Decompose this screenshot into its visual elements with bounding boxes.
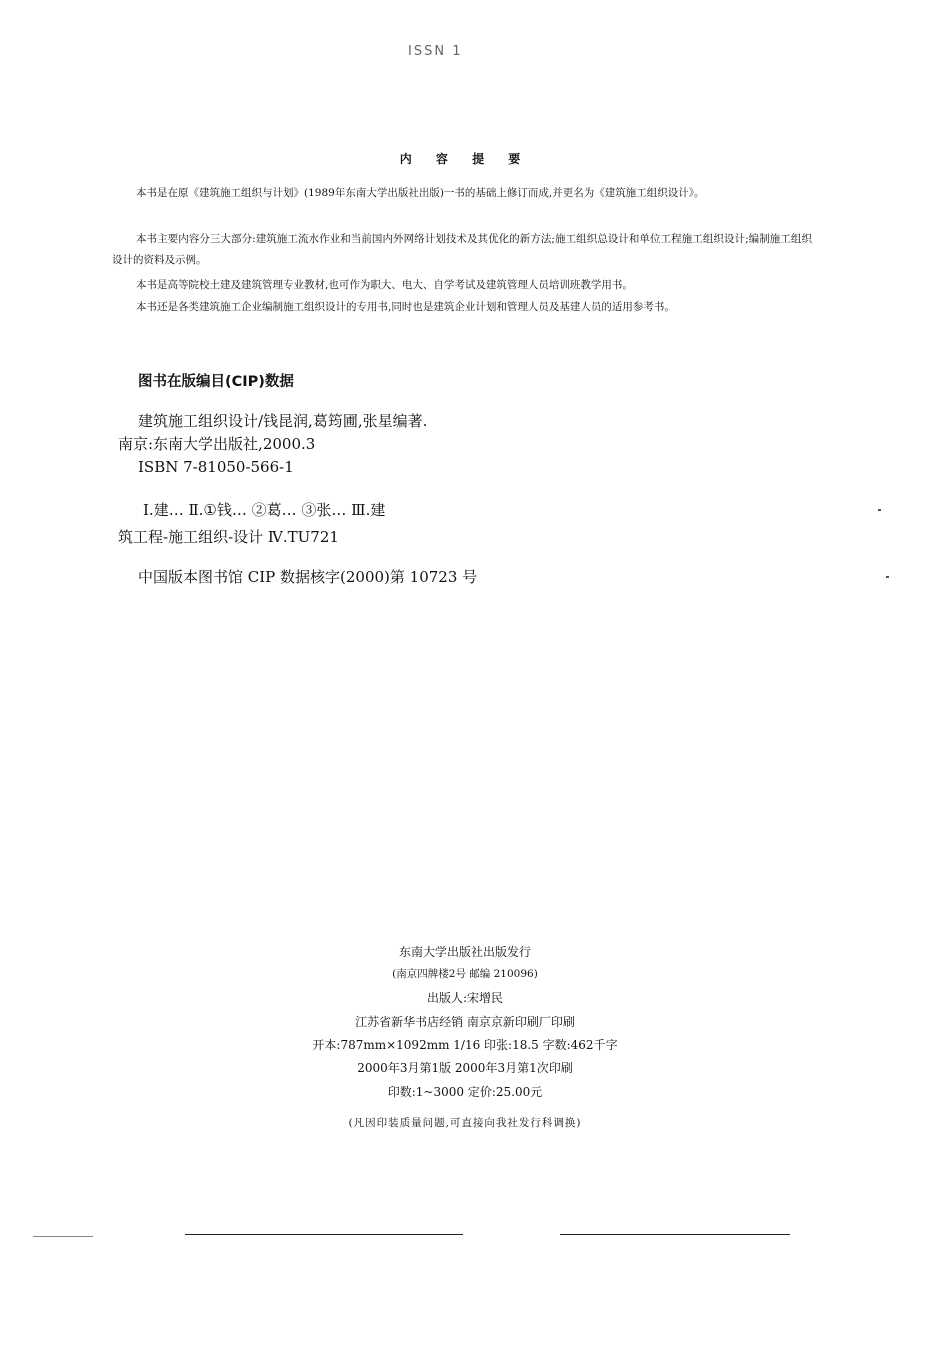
scan-speck [886,576,889,578]
cip-title: 图书在版编目(CIP)数据 [138,374,294,390]
cip-publisher-line: 南京:东南大学出版社,2000.3 [118,435,316,453]
scan-speck [33,1236,93,1237]
summary-paragraph-2: 本书主要内容分三大部分:建筑施工流水作业和当前国内外网络计划技术及其优化的新方法;施工组织总设计和单位工程施工组织设计;编制施工组织设计的资料及示例。 [112,233,812,266]
summary-paragraph-1: 本书是在原《建筑施工组织与计划》(1989年东南大学出版社出版)一书的基础上修订而成,并更名为《建筑施工组织设计》。 [136,187,705,199]
publisher-line: 东南大学出版社出版发行 [398,945,531,959]
distribution-printing: 江苏省新华书店经销 南京京新印刷厂印刷 [355,1015,575,1029]
summary-paragraph-3: 本书是高等院校土建及建筑管理专业教材,也可作为职大、电大、自学考试及建筑管理人员培训班教学用书。 [136,279,633,291]
bottom-rule-left [185,1234,463,1235]
scan-speck [878,509,881,511]
cip-subject-line-1: Ⅰ.建… Ⅱ.①钱… ②葛… ③张… Ⅲ.建 [143,501,386,519]
cip-subject-line-2: 筑工程-施工组织-设计 Ⅳ.TU721 [118,528,339,546]
publisher-person: 出版人:宋增民 [426,991,504,1005]
bottom-rule-right [560,1234,790,1235]
publisher-address: (南京四牌楼2号 邮编 210096) [392,968,538,980]
cip-isbn-line: ISBN 7-81050-566-1 [138,458,294,476]
edition-printing: 2000年3月第1版 2000年3月第1次印刷 [357,1061,573,1075]
cip-title-author-line: 建筑施工组织设计/钱昆润,葛筠圃,张星编著. [138,412,428,430]
print-run-price: 印数:1~3000 定价:25.00元 [387,1085,543,1099]
summary-title: 内 容 提 要 [399,152,531,166]
summary-paragraph-4: 本书还是各类建筑施工企业编制施工组织设计的专用书,同时也是建筑企业计划和管理人员及基建人员的适用参考书。 [136,301,675,313]
quality-notice: (凡因印装质量问题,可直接向我社发行科调换) [348,1117,582,1129]
library-stamp: ISSN 1 [408,44,463,59]
format-specs: 开本:787mm×1092mm 1/16 印张:18.5 字数:462千字 [312,1038,618,1052]
cip-record-number: 中国版本图书馆 CIP 数据核字(2000)第 10723 号 [138,568,478,586]
